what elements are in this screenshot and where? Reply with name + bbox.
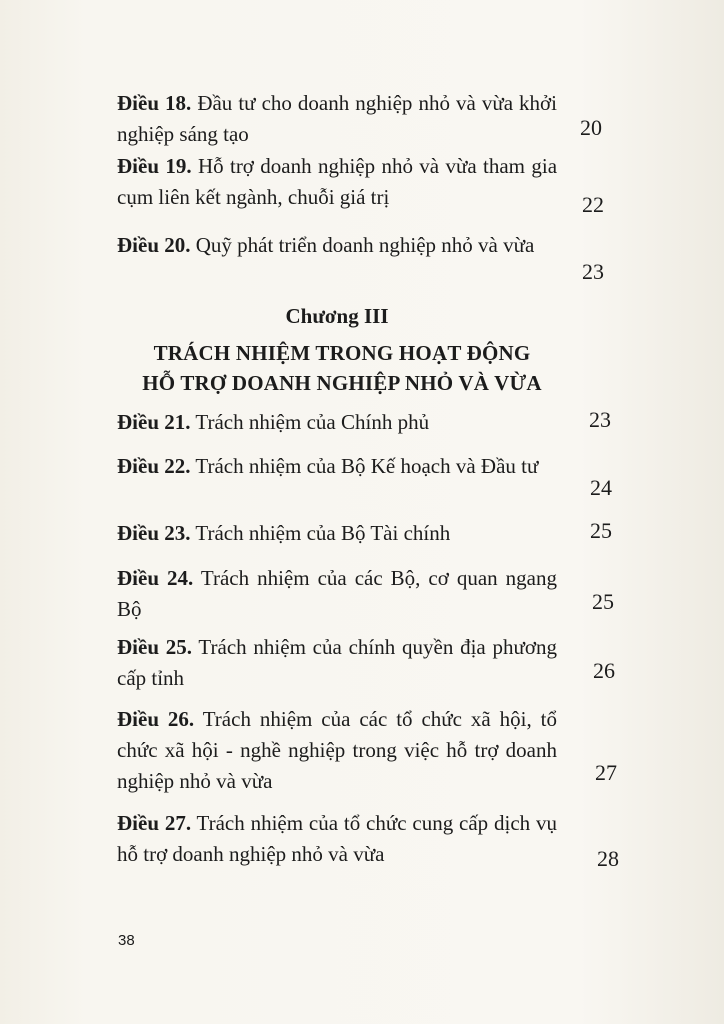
toc-entry-text [117,451,557,482]
toc-entry-number: Điều 23. [117,521,191,545]
toc-page-number: 23 [589,407,611,432]
toc-entry-title: Đầu tư cho doanh nghiệp nhỏ và vừa khởi nghiệp sáng tạo [117,91,557,146]
toc-page-number: 25 [592,589,614,614]
toc-entry[interactable] [117,88,557,150]
toc-entry-title: Trách nhiệm của chính quyền địa phương cấp tỉnh [117,635,558,690]
toc-page-number: 20 [580,115,602,140]
toc-page-number: 28 [597,846,619,871]
toc-entry-number: Điều 26. [117,707,195,731]
toc-page-number: 22 [582,192,604,217]
toc-entry[interactable] [117,563,557,625]
toc-entry-title: Trách nhiệm của các Bộ, cơ quan ngang Bộ [117,566,557,621]
toc-entry-number: Điều 18. [117,91,192,115]
toc-entry[interactable] [117,451,557,482]
toc-page-number: 25 [590,518,612,543]
toc-entry[interactable] [117,151,557,213]
chapter-label: Chương III [285,304,389,328]
toc-page-number: 24 [590,475,612,500]
toc-entry-text [117,518,557,549]
toc-entry[interactable] [117,518,557,549]
chapter-title-line-2: HỖ TRỢ DOANH NGHIỆP NHỎ VÀ VỪA [142,371,542,395]
toc-entry-text [117,407,557,438]
toc-entry-number: Điều 27. [117,811,192,835]
toc-entry[interactable] [117,632,557,694]
toc-entry-title: Trách nhiệm của Bộ Kế hoạch và Đầu tư [195,454,539,478]
toc-entry-title: Trách nhiệm của tổ chức cung cấp dịch vụ hỗ trợ doanh nghiệp nhỏ và vừa [117,811,557,866]
toc-entry[interactable] [117,704,557,797]
page-folio: 38 [118,932,135,949]
toc-entry-number: Điều 25. [117,635,193,659]
toc-entry-text [117,704,557,797]
toc-page-number: 27 [595,760,617,785]
toc-entry-number: Điều 19. [117,154,192,178]
toc-entry[interactable] [117,230,557,261]
toc-entry-title: Quỹ phát triển doanh nghiệp nhỏ và vừa [195,233,535,257]
toc-page-number: 26 [593,658,615,683]
toc-entry-number: Điều 20. [117,233,191,257]
toc-entry-number: Điều 24. [117,566,194,590]
toc-entry-text [117,563,557,625]
toc-entry-number: Điều 21. [117,410,191,434]
toc-entry[interactable] [117,808,557,870]
toc-entry-number: Điều 22. [117,454,191,478]
toc-entry-text [117,808,557,870]
chapter-title-line-1: TRÁCH NHIỆM TRONG HOẠT ĐỘNG [153,341,531,365]
toc-entry-text [117,230,557,261]
toc-entry-text [117,88,557,150]
toc-entry-title: Trách nhiệm của các tổ chức xã hội, tổ chức xã hội - nghề nghiệp trong việc hỗ trợ doanh nghiệp nhỏ và vừa [117,707,557,793]
toc-entry-text [117,632,557,694]
toc-entry-title: Hỗ trợ doanh nghiệp nhỏ và vừa tham gia cụm liên kết ngành, chuỗi giá trị [117,154,558,209]
toc-page-number: 23 [582,259,604,284]
toc-entry-title: Trách nhiệm của Chính phủ [195,410,430,434]
toc-entry-title: Trách nhiệm của Bộ Tài chính [195,521,451,545]
toc-entry-text [117,151,557,213]
toc-entry[interactable] [117,407,557,438]
